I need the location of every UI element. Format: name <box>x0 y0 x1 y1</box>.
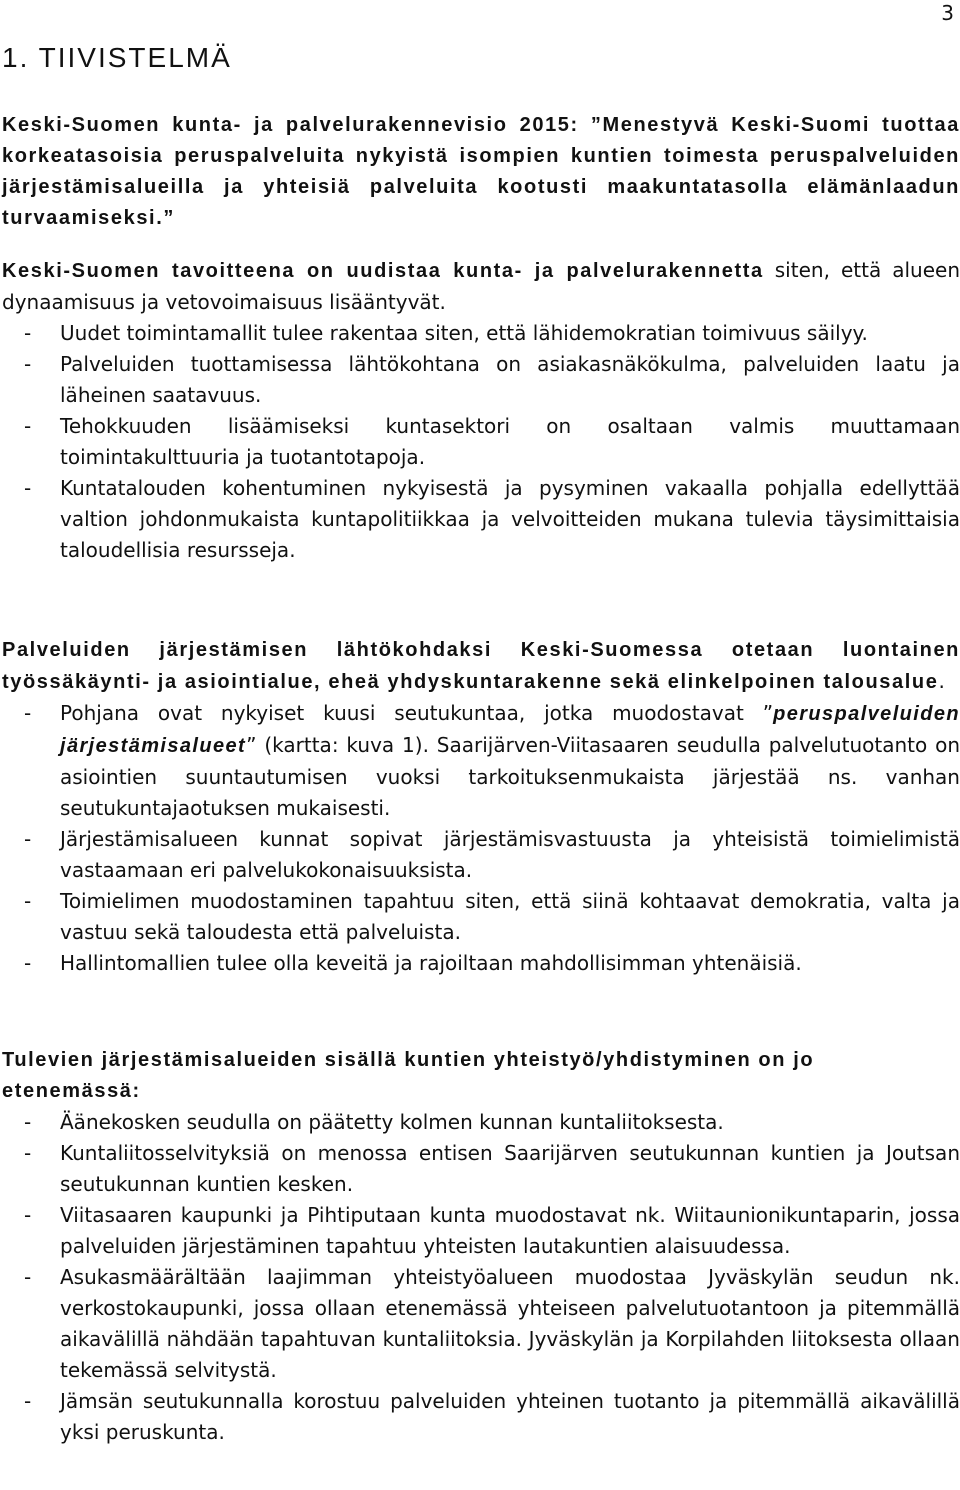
list-item: - Palveluiden tuottamisessa lähtökohtana on asiakasnäkökulma, palveluiden laatu ja läheinen saatavuus. <box>24 352 960 407</box>
emphasis-term: peruspalveluiden järjestämisalueet <box>60 703 960 757</box>
goal-lead: Keski-Suomen tavoitteena on uudistaa kunta- ja palvelurakennetta <box>2 260 764 282</box>
list-item: - Jämsän seutukunnalla korostuu palveluiden yhteinen tuotanto ja pitemmällä aikavälillä yksi peruskunta. <box>24 1389 960 1444</box>
goal-paragraph <box>2 255 960 318</box>
list-item: - Hallintomallien tulee olla keveitä ja rajoiltaan mahdollisimman yhtenäisiä. <box>24 951 802 975</box>
cooperation-list <box>2 1107 960 1448</box>
vision-statement: Keski-Suomen kunta- ja palvelurakennevisio 2015: ”Menestyvä Keski-Suomi tuottaa korkeatasoisia peruspalveluita nykyistä isompien kuntien toimesta peruspalveluiden järjestämisalueilla ja yhteisiä palveluita kootusti maakuntatasolla elämänlaadun turvaamiseksi.” <box>2 114 960 229</box>
list-item: - Viitasaaren kaupunki ja Pihtiputaan kunta muodostavat nk. Wiitaunionikuntaparin, jossa palveluiden järjestäminen tapahtuu yhteisten lautakuntien alaisuudessa. <box>24 1203 960 1258</box>
goal-rest: siten, että alueen dynaamisuus ja vetovoimaisuus lisääntyvät. <box>2 258 960 314</box>
list-item: - Tehokkuuden lisäämiseksi kuntasektori on osaltaan valmis muuttamaan toimintakulttuuria ja tuotantotapoja. <box>24 414 960 469</box>
cooperation-section <box>2 1045 960 1448</box>
list-item: - Asukasmäärältään laajimman yhteistyöalueen muodostaa Jyväskylän seudun nk. verkostokaupunki, jossa ollaan etenemässä yhteiseen palvelutuotantoon ja pitemmällä aikavälillä nähdään tapahtuvan kuntaliitoksia. Jyväskylän ja Korpilahden liitoksesta ollaan tekemässä selvitystä. <box>24 1265 960 1382</box>
organising-lead: Palveluiden järjestämisen lähtökohdaksi Keski-Suomessa otetaan luontainen työssäkäynti- ja asiointialue, eheä yhdyskuntarakenne sekä elinkelpoinen talousalue. <box>2 639 960 693</box>
list-item: - Uudet toimintamallit tulee rakentaa siten, että lähidemokratian toimivuus säilyy. <box>24 321 868 345</box>
organising-list <box>2 698 960 979</box>
list-item: - Toimielimen muodostaminen tapahtuu siten, että siinä kohtaavat demokratia, valta ja vastuu sekä taloudesta että palveluista. <box>24 889 960 944</box>
list-item: - Järjestämisalueen kunnat sopivat järjestämisvastuusta ja yhteisistä toimielimistä vastaamaan eri palvelukokonaisuuksista. <box>24 827 960 882</box>
organising-section <box>2 635 960 979</box>
page-number: 3 <box>941 1 954 25</box>
goal-section <box>2 255 960 566</box>
cooperation-lead: Tulevien järjestämisalueiden sisällä kuntien yhteistyö/yhdistyminen on jo etenemässä: <box>2 1049 815 1102</box>
goal-list <box>2 318 960 566</box>
list-item: - Äänekosken seudulla on päätetty kolmen kunnan kuntaliitoksesta. <box>24 1110 724 1134</box>
section-heading: 1. TIIVISTELMÄ <box>2 42 232 73</box>
list-item: - Kuntaliitosselvityksiä on menossa entisen Saarijärven seutukunnan kuntien ja Joutsan seutukunnan kuntien kesken. <box>24 1141 960 1196</box>
list-item: - Kuntatalouden kohentuminen nykyisestä ja pysyminen vakaalla pohjalla edellyttää valtion johdonmukaista kuntapolitiikkaa ja velvoitteiden mukana tulevia täysimittaisia taloudellisia resursseja. <box>24 476 960 562</box>
list-item: - Pohjana ovat nykyiset kuusi seutukuntaa, jotka muodostavat ”peruspalveluiden järjestämisalueet” (kartta: kuva 1). Saarijärven-Viitasaaren seudulla palvelutuotanto on asiointien suuntautumisen vuoksi tarkoituksenmukaista järjestää ns. vanhan seutukuntajaotuksen mukaisesti. <box>24 701 960 820</box>
